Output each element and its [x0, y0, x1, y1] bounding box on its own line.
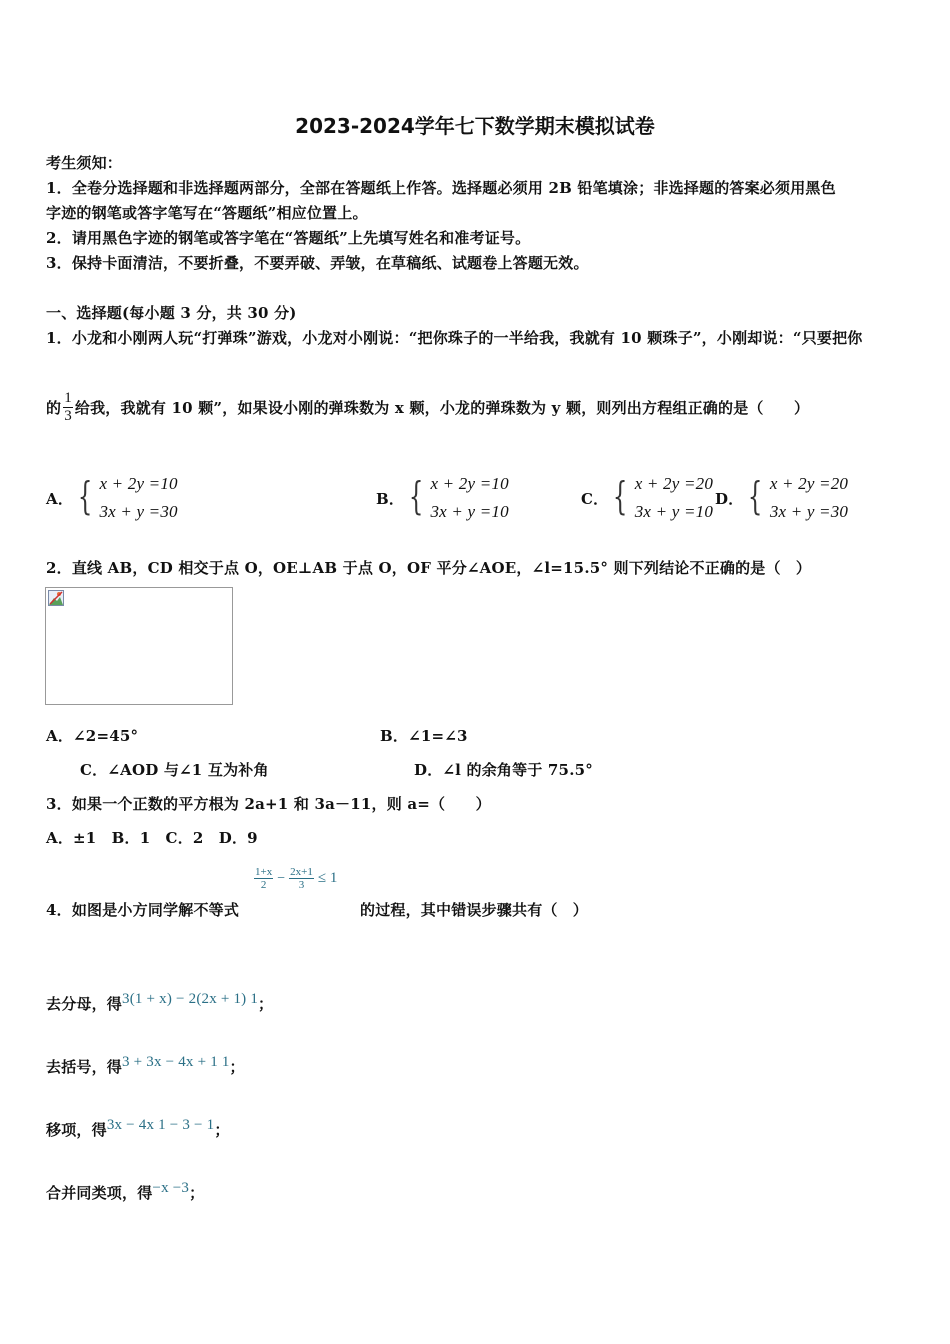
q4-ineq-num2: 2x+1 [290, 866, 313, 878]
q1-line2 [46, 390, 809, 425]
q4-step-4-expr: −x −3 [152, 1180, 190, 1196]
q3-options: A．±1 B．1 C．2 D．9 [46, 829, 258, 847]
q1-option-d-eq1: x + 2y =20 [769, 474, 849, 493]
q2-figure-placeholder [45, 587, 233, 705]
q1-option-a-eq2: 3x + y =30 [99, 502, 178, 521]
q1-option-b: B． { x + 2y =10 3x + y =10 [376, 470, 509, 526]
section-heading: 一、选择题(每小题 3 分，共 30 分) [46, 304, 297, 322]
q1-frac-den: 3 [64, 408, 72, 424]
q4-step-1 [46, 993, 273, 1014]
q4-step-2 [46, 1056, 245, 1077]
q4-ineq-rhs: ≤ 1 [317, 870, 338, 886]
q1-option-a: A． { x + 2y =10 3x + y =30 [46, 470, 178, 526]
q1-option-c-label: C． [581, 489, 609, 508]
q4-step-4 [46, 1182, 204, 1203]
q3-stem: 3．如果一个正数的平方根为 2a+1 和 3a－11，则 a=（ ） [46, 795, 491, 813]
q4-stem-b: 的过程，其中错误步骤共有（ ） [360, 901, 589, 919]
q4-step-2-expr: 3 + 3x − 4x + 1 1 [122, 1054, 230, 1070]
q2-option-d: D．∠l 的余角等于 75.5° [414, 761, 593, 779]
q4-stem-a: 4．如图是小方同学解不等式 [46, 901, 240, 919]
q2-option-a: A．∠2=45° [46, 727, 139, 745]
notice-item-2: 2．请用黑色字迹的钢笔或答字笔在“答题纸”上先填写姓名和准考证号。 [46, 229, 531, 247]
q1-pre: 的 [46, 399, 62, 417]
q4-step-2-end: ； [229, 1058, 245, 1076]
q4-step-3-end: ； [214, 1121, 230, 1139]
q4-step-3-expr: 3x − 4x 1 − 3 − 1 [106, 1117, 215, 1133]
broken-image-icon [48, 590, 64, 606]
q4-step-1-expr: 3(1 + x) − 2(2x + 1) 1 [122, 991, 259, 1007]
notice-item-1a: 1．全卷分选择题和非选择题两部分，全部在答题纸上作答。选择题必须用 2B 铅笔填涂；非选择题的答案必须用黑色 [46, 179, 836, 197]
q1-frac-num: 1 [64, 390, 72, 406]
q1-option-a-label: A． [46, 489, 74, 508]
q1-option-b-eq1: x + 2y =10 [430, 474, 509, 493]
q1-line1: 1．小龙和小刚两人玩“打弹珠”游戏，小龙对小刚说：“把你珠子的一半给我，我就有 10 颗珠子”，小刚却说：“只要把你 [46, 329, 863, 347]
q1-option-b-eq2: 3x + y =10 [430, 502, 509, 521]
q2-option-b: B．∠1=∠3 [380, 727, 468, 745]
q2-option-c: C．∠AOD 与∠1 互为补角 [80, 761, 269, 779]
q4-step-3 [46, 1119, 230, 1140]
q4-step-1-label: 去分母，得 [46, 995, 123, 1013]
q1-option-d-eq2: 3x + y =30 [769, 502, 849, 521]
notice-item-3: 3．保持卡面清洁，不要折叠，不要弄破、弄皱，在草稿纸、试题卷上答题无效。 [46, 254, 589, 272]
q1-post: 给我，我就有 10 颗”，如果设小刚的弹珠数为 x 颗，小龙的弹珠数为 y 颗，则列出方程组正确的是（ ） [74, 399, 810, 417]
q1-option-d-label: D． [715, 489, 744, 508]
q2-stem: 2．直线 AB，CD 相交于点 O，OE⊥AB 于点 O，OF 平分∠AOE，∠l=15.5° 则下列结论不正确的是（ ） [46, 559, 812, 577]
q4-ineq-den1: 2 [260, 879, 267, 891]
notice-item-1b: 字迹的钢笔或答字笔写在“答题纸”相应位置上。 [46, 204, 368, 222]
q1-option-c: C． { x + 2y =20 3x + y =10 [581, 470, 713, 526]
q4-step-2-label: 去括号，得 [46, 1058, 123, 1076]
q1-option-b-label: B． [376, 489, 405, 508]
q4-inequality [254, 866, 337, 891]
q1-fraction [63, 390, 73, 425]
q1-option-d: D． { x + 2y =20 3x + y =30 [715, 470, 848, 526]
q4-ineq-den2: 3 [298, 879, 305, 891]
q4-ineq-minus: − [277, 870, 286, 886]
q4-step-3-label: 移项，得 [46, 1121, 107, 1139]
q4-step-4-label: 合并同类项，得 [46, 1184, 153, 1202]
q4-step-1-end: ； [258, 995, 274, 1013]
q4-step-4-end: ； [189, 1184, 205, 1202]
q1-option-a-eq1: x + 2y =10 [99, 474, 178, 493]
notice-heading: 考生须知： [46, 154, 123, 172]
page-title: 2023-2024学年七下数学期末模拟试卷 [295, 114, 655, 138]
q4-ineq-num1: 1+x [255, 866, 273, 878]
q1-option-c-eq2: 3x + y =10 [634, 502, 714, 521]
q1-option-c-eq1: x + 2y =20 [634, 474, 714, 493]
